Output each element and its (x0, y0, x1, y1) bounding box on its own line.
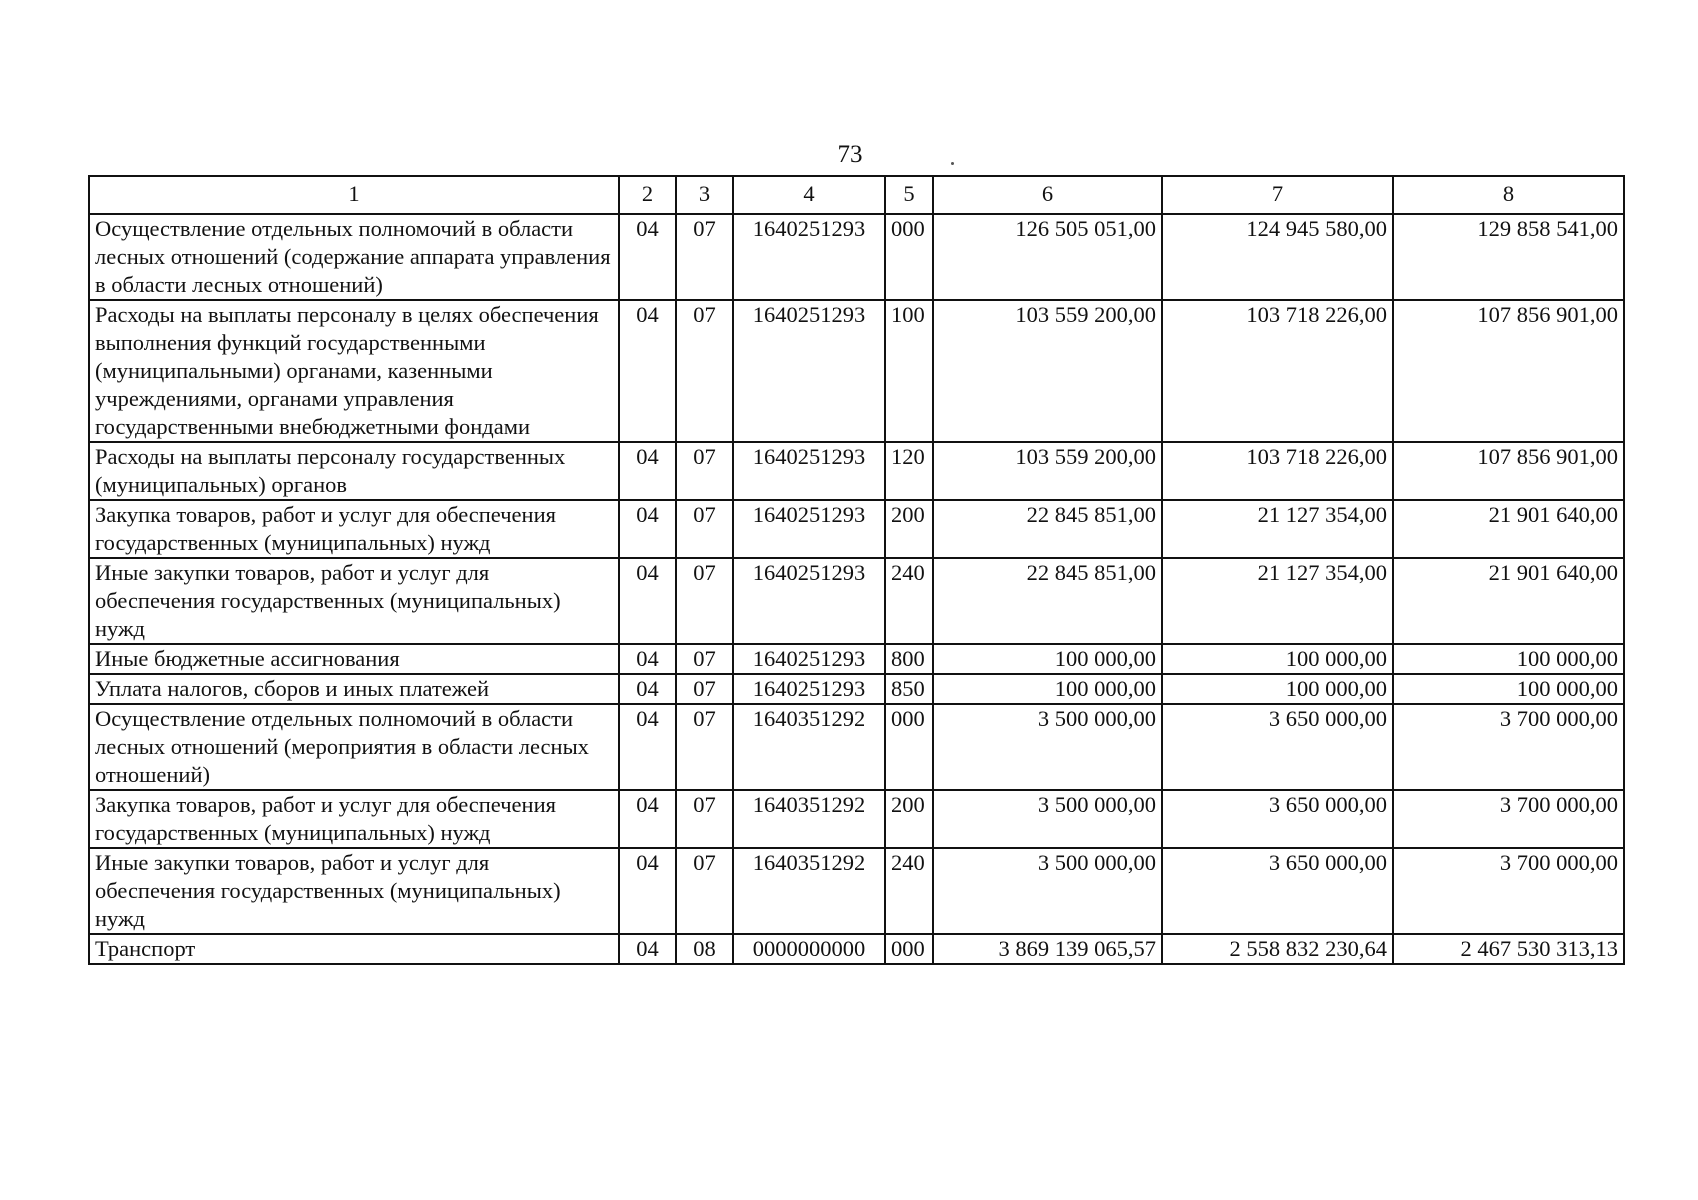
amount-year3-cell: 129 858 541,00 (1393, 214, 1624, 300)
amount-year2-cell: 3 650 000,00 (1162, 704, 1393, 790)
section-code-cell: 04 (619, 704, 676, 790)
amount-year3-cell: 21 901 640,00 (1393, 558, 1624, 644)
table-body (89, 214, 1624, 964)
section-code-cell: 04 (619, 500, 676, 558)
amount-year3-cell: 107 856 901,00 (1393, 300, 1624, 442)
amount-year3-cell: 3 700 000,00 (1393, 790, 1624, 848)
amount-year3-cell: 100 000,00 (1393, 674, 1624, 704)
subsection-code-cell: 07 (676, 442, 733, 500)
subsection-code-cell: 07 (676, 300, 733, 442)
amount-year3-cell: 3 700 000,00 (1393, 848, 1624, 934)
section-code-cell: 04 (619, 674, 676, 704)
row-name-cell: Осуществление отдельных полномочий в области лесных отношений (содержание аппарата управления в области лесных отношений) (89, 214, 619, 300)
subsection-code-cell: 07 (676, 558, 733, 644)
expense-type-cell: 120 (885, 442, 933, 500)
row-name-cell: Расходы на выплаты персоналу в целях обеспечения выполнения функций государственными (муниципальными) органами, казенными учреждениями, органами управления государственными внебюджетными фондами (89, 300, 619, 442)
page-number: 73 (837, 141, 863, 168)
subsection-code-cell: 07 (676, 500, 733, 558)
subsection-code-cell: 07 (676, 848, 733, 934)
table-row (89, 934, 1624, 964)
amount-year3-cell: 100 000,00 (1393, 644, 1624, 674)
amount-year1-cell: 103 559 200,00 (933, 300, 1162, 442)
section-code-cell: 04 (619, 300, 676, 442)
expense-type-cell: 240 (885, 848, 933, 934)
section-code-cell: 04 (619, 790, 676, 848)
table-row (89, 214, 1624, 300)
table-row (89, 442, 1624, 500)
amount-year2-cell: 124 945 580,00 (1162, 214, 1393, 300)
expense-type-cell: 200 (885, 500, 933, 558)
amount-year1-cell: 100 000,00 (933, 674, 1162, 704)
target-article-cell: 1640251293 (733, 558, 885, 644)
row-name-cell: Осуществление отдельных полномочий в области лесных отношений (мероприятия в области лесных отношений) (89, 704, 619, 790)
subsection-code-cell: 08 (676, 934, 733, 964)
amount-year1-cell: 22 845 851,00 (933, 500, 1162, 558)
header-col-5: 5 (885, 176, 933, 214)
row-name-cell: Иные бюджетные ассигнования (89, 644, 619, 674)
amount-year1-cell: 126 505 051,00 (933, 214, 1162, 300)
target-article-cell: 1640251293 (733, 644, 885, 674)
amount-year2-cell: 103 718 226,00 (1162, 300, 1393, 442)
target-article-cell: 1640251293 (733, 300, 885, 442)
amount-year1-cell: 3 869 139 065,57 (933, 934, 1162, 964)
target-article-cell: 1640351292 (733, 704, 885, 790)
amount-year2-cell: 103 718 226,00 (1162, 442, 1393, 500)
amount-year1-cell: 3 500 000,00 (933, 790, 1162, 848)
expense-type-cell: 240 (885, 558, 933, 644)
amount-year2-cell: 21 127 354,00 (1162, 500, 1393, 558)
amount-year1-cell: 3 500 000,00 (933, 704, 1162, 790)
amount-year1-cell: 3 500 000,00 (933, 848, 1162, 934)
header-col-1: 1 (89, 176, 619, 214)
amount-year2-cell: 100 000,00 (1162, 674, 1393, 704)
expense-type-cell: 200 (885, 790, 933, 848)
section-code-cell: 04 (619, 644, 676, 674)
row-name-cell: Иные закупки товаров, работ и услуг для обеспечения государственных (муниципальных) нужд (89, 848, 619, 934)
table-row (89, 300, 1624, 442)
row-name-cell: Транспорт (89, 934, 619, 964)
section-code-cell: 04 (619, 934, 676, 964)
target-article-cell: 0000000000 (733, 934, 885, 964)
section-code-cell: 04 (619, 558, 676, 644)
row-name-cell: Закупка товаров, работ и услуг для обеспечения государственных (муниципальных) нужд (89, 790, 619, 848)
amount-year2-cell: 3 650 000,00 (1162, 790, 1393, 848)
expense-type-cell: 000 (885, 214, 933, 300)
header-col-4: 4 (733, 176, 885, 214)
expense-type-cell: 800 (885, 644, 933, 674)
subsection-code-cell: 07 (676, 790, 733, 848)
target-article-cell: 1640251293 (733, 442, 885, 500)
header-col-3: 3 (676, 176, 733, 214)
row-name-cell: Расходы на выплаты персоналу государственных (муниципальных) органов (89, 442, 619, 500)
header-row (89, 176, 1624, 214)
amount-year1-cell: 100 000,00 (933, 644, 1162, 674)
section-code-cell: 04 (619, 442, 676, 500)
table-header (89, 176, 1624, 214)
table-row (89, 500, 1624, 558)
section-code-cell: 04 (619, 214, 676, 300)
expense-type-cell: 000 (885, 934, 933, 964)
budget-table (88, 175, 1625, 965)
table-row (89, 674, 1624, 704)
table-row (89, 644, 1624, 674)
amount-year3-cell: 21 901 640,00 (1393, 500, 1624, 558)
subsection-code-cell: 07 (676, 674, 733, 704)
row-name-cell: Иные закупки товаров, работ и услуг для обеспечения государственных (муниципальных) нужд (89, 558, 619, 644)
table-row (89, 790, 1624, 848)
row-name-cell: Уплата налогов, сборов и иных платежей (89, 674, 619, 704)
header-col-6: 6 (933, 176, 1162, 214)
table-row (89, 848, 1624, 934)
expense-type-cell: 850 (885, 674, 933, 704)
amount-year3-cell: 3 700 000,00 (1393, 704, 1624, 790)
table-row (89, 558, 1624, 644)
target-article-cell: 1640351292 (733, 848, 885, 934)
subsection-code-cell: 07 (676, 644, 733, 674)
amount-year1-cell: 103 559 200,00 (933, 442, 1162, 500)
amount-year3-cell: 107 856 901,00 (1393, 442, 1624, 500)
section-code-cell: 04 (619, 848, 676, 934)
amount-year1-cell: 22 845 851,00 (933, 558, 1162, 644)
subsection-code-cell: 07 (676, 704, 733, 790)
expense-type-cell: 000 (885, 704, 933, 790)
subsection-code-cell: 07 (676, 214, 733, 300)
header-col-2: 2 (619, 176, 676, 214)
amount-year2-cell: 3 650 000,00 (1162, 848, 1393, 934)
scan-speck (951, 162, 954, 165)
amount-year2-cell: 100 000,00 (1162, 644, 1393, 674)
header-col-7: 7 (1162, 176, 1393, 214)
target-article-cell: 1640251293 (733, 214, 885, 300)
expense-type-cell: 100 (885, 300, 933, 442)
target-article-cell: 1640251293 (733, 674, 885, 704)
amount-year3-cell: 2 467 530 313,13 (1393, 934, 1624, 964)
amount-year2-cell: 2 558 832 230,64 (1162, 934, 1393, 964)
amount-year2-cell: 21 127 354,00 (1162, 558, 1393, 644)
header-col-8: 8 (1393, 176, 1624, 214)
table-row (89, 704, 1624, 790)
row-name-cell: Закупка товаров, работ и услуг для обеспечения государственных (муниципальных) нужд (89, 500, 619, 558)
target-article-cell: 1640351292 (733, 790, 885, 848)
target-article-cell: 1640251293 (733, 500, 885, 558)
